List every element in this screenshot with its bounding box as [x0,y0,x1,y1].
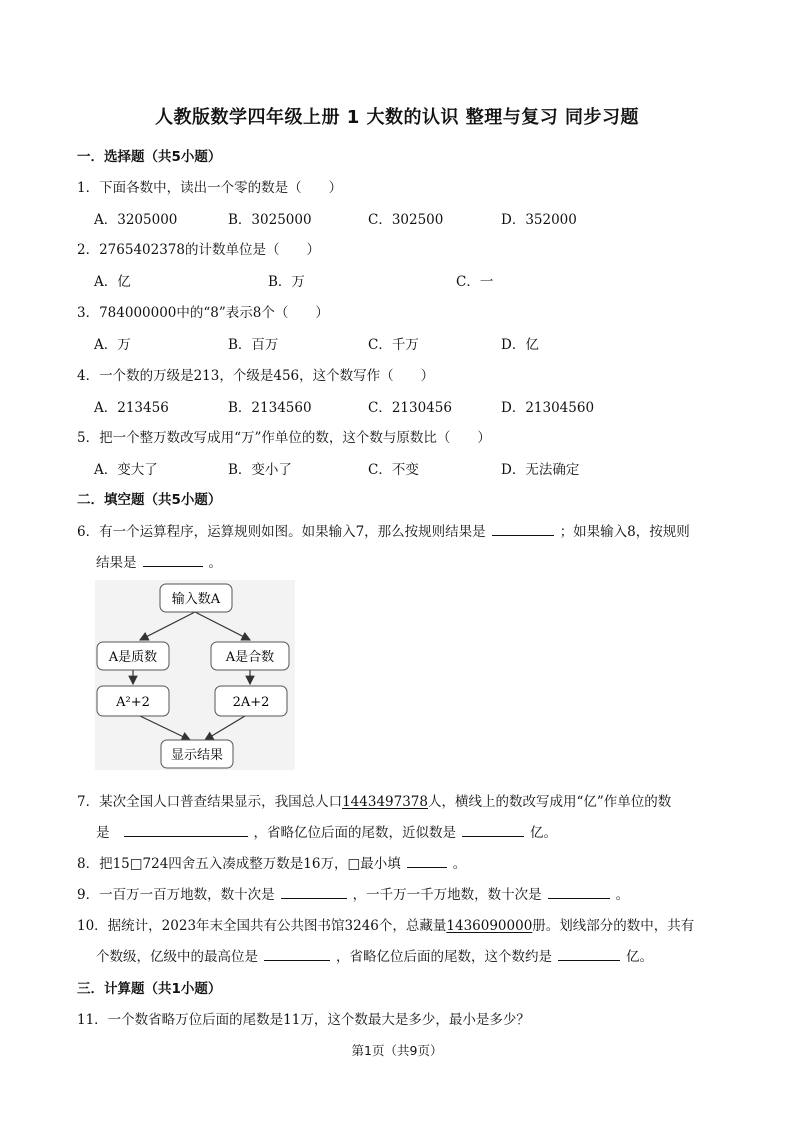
question-10-text-c: 个数级，亿级中的最高位是 [96,949,258,965]
node-prime [97,642,169,670]
question-1-option-c: C．302500 [368,212,444,228]
question-6-text-b: ；如果输入8，按规则 [559,524,690,540]
node-expr-composite-label: 2A+2 [232,695,270,710]
question-3-stem: 3．784000000中的“8”表示8个（ ） [77,305,329,321]
question-7-text-e: 亿。 [530,825,557,841]
node-result-label: 显示结果 [170,748,224,763]
question-10-text-d: ，省略亿位后面的尾数，这个数约是 [336,949,552,965]
question-3-option-d: D．亿 [501,337,539,353]
question-2-option-b: B．万 [268,274,305,290]
question-8 [77,852,466,872]
question-7-line-1 [77,790,671,810]
node-result [161,740,233,768]
question-7-line-2 [96,821,557,841]
question-2-option-a: A．亿 [94,274,131,290]
question-4-option-d: D．21304560 [501,400,595,416]
question-6-text-c: 结果是 [96,555,137,571]
question-10-text-b: 册。划线部分的数中，共有 [532,918,695,934]
question-9-text-c: 。 [615,887,630,903]
question-4-option-b: B．2134560 [228,400,312,416]
question-10-line-2 [96,945,653,965]
node-prime-label: A是质数 [108,650,158,665]
answer-blank[interactable] [462,822,524,837]
question-10-text-a: 10．据统计，2023年末全国共有公共图书馆3246个，总藏量 [77,918,447,934]
node-input [160,584,232,612]
answer-blank[interactable] [558,946,620,961]
question-5-stem: 5．把一个整万数改写成用“万”作单位的数，这个数与原数比（ ） [77,430,491,446]
node-expr-prime [97,686,169,716]
answer-blank[interactable] [281,884,347,899]
answer-blank[interactable] [143,552,203,567]
node-expr-prime-label: A²+2 [116,695,150,710]
node-input-label: 输入数A [171,592,221,607]
node-expr-composite [215,686,287,716]
question-2-option-c: C．一 [456,274,494,290]
question-7-text-b: 人，横线上的数改写成用“亿”作单位的数 [428,794,672,810]
question-7-underlined-number: 1443497378 [342,794,428,810]
question-10-text-e: 亿。 [626,949,653,965]
question-6-text-d: 。 [208,555,222,571]
question-8-text-b: 。 [452,856,467,872]
question-7-text-c: 是 [96,825,110,841]
question-9 [77,883,629,903]
answer-blank[interactable] [548,884,610,899]
node-composite [211,642,289,670]
question-4-option-a: A．213456 [94,400,169,416]
question-6-line-1 [77,520,690,540]
question-9-text-b: ，一千万一千万地数，数十次是 [352,887,542,903]
node-composite-label: A是合数 [225,650,275,665]
question-1-option-b: B．3025000 [228,212,312,228]
question-5-option-d: D．无法确定 [501,462,580,478]
question-7-text-d: ，省略亿位后面的尾数，近似数是 [253,825,456,841]
question-9-text-a: 9．一百万一百万地数，数十次是 [77,887,275,903]
page-title: 人教版数学四年级上册 1 大数的认识 整理与复习 同步习题 [154,107,640,128]
question-6-line-2 [96,551,222,571]
question-1-stem: 1．下面各数中，读出一个零的数是（ ） [77,180,343,196]
section-heading-fill: 二．填空题（共5小题） [77,492,222,508]
question-4-option-c: C．2130456 [368,400,452,416]
answer-blank[interactable] [124,822,248,837]
page-footer: 第1页（共9页） [351,1043,443,1058]
question-3-option-a: A．万 [94,337,131,353]
question-6-text-a: 6．有一个运算程序，运算规则如图。如果输入7，那么按规则结果是 [77,524,486,540]
question-5-option-a: A．变大了 [94,462,158,478]
question-3-option-c: C．千万 [368,337,419,353]
question-3-option-b: B．百万 [228,337,279,353]
question-7-text-a: 7．某次全国人口普查结果显示，我国总人口 [77,794,343,810]
question-10-line-1 [77,914,694,934]
question-1-option-a: A．3205000 [94,212,178,228]
question-8-text-a: 8．把15□724四舍五入凑成整万数是16万，□最小填 [77,856,401,872]
section-heading-choice: 一．选择题（共5小题） [77,149,222,165]
section-heading-calc: 三．计算题（共1小题） [77,981,222,997]
question-11-stem: 11．一个数省略万位后面的尾数是11万，这个数最大是多少，最小是多少？ [77,1012,530,1028]
answer-blank[interactable] [264,946,330,961]
flow-diagram [95,580,295,770]
question-2-stem: 2．2765402378的计数单位是（ ） [77,242,320,258]
question-5-option-b: B．变小了 [228,462,292,478]
answer-blank[interactable] [492,521,554,536]
question-10-underlined-number: 1436090000 [446,918,533,934]
answer-blank[interactable] [407,853,447,868]
question-5-option-c: C．不变 [368,462,419,478]
question-1-option-d: D．352000 [501,212,577,228]
question-4-stem: 4．一个数的万级是213，个级是456，这个数写作（ ） [77,368,435,384]
